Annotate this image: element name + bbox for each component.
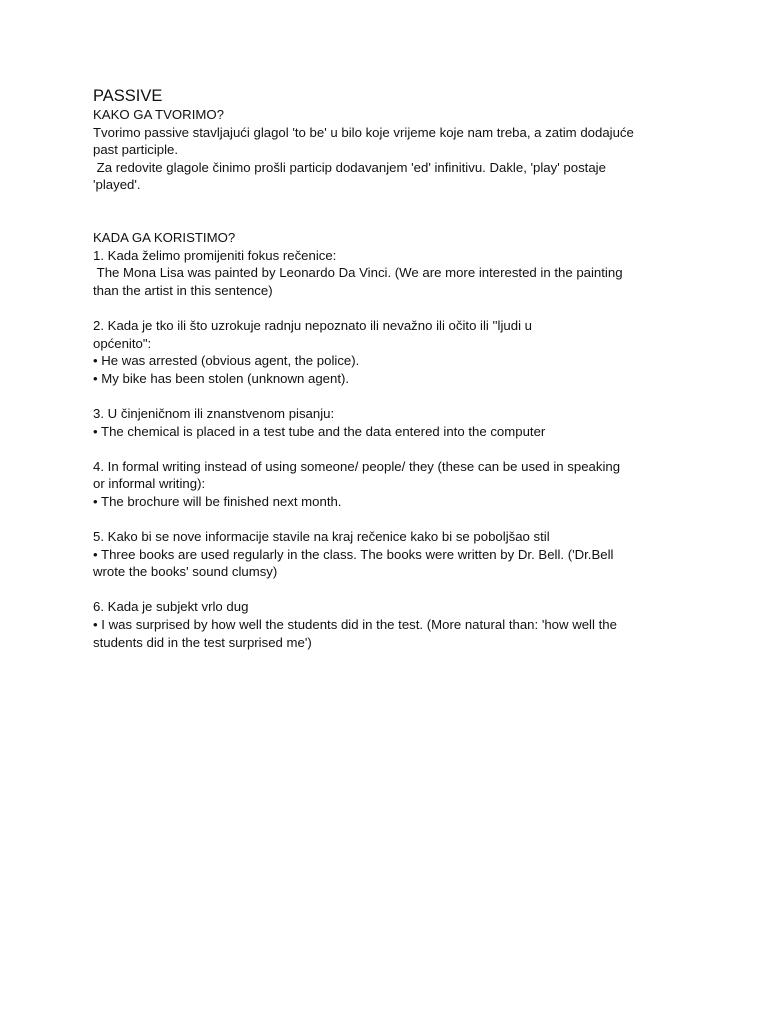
text-line: • Three books are used regularly in the class. The books were written by Dr. Bell. ('Dr.Bell [93,546,614,562]
text-line: Tvorimo passive stavljajući glagol 'to be' u bilo koje vrijeme koje nam treba, a zatim dodajuće [93,124,634,140]
text-line: Za redovite glagole činimo prošli particip dodavanjem 'ed' infinitivu. Dakle, 'play' postaje [93,159,606,175]
text-line: općenito": [93,335,152,351]
spacer [93,387,693,405]
list-item [93,598,693,651]
text-line: 6. Kada je subjekt vrlo dug [93,599,249,615]
list-item [93,528,693,581]
text-line: • My bike has been stolen (unknown agent). [93,370,350,386]
spacer [93,510,693,528]
spacer [93,299,693,317]
list-item [93,317,693,387]
text-line: • I was surprised by how well the students did in the test. (More natural than: 'how well the [93,617,617,633]
list-item [93,247,693,300]
text-line: • He was arrested (obvious agent, the police). [93,353,360,369]
text-line: than the artist in this sentence) [93,282,273,298]
section-how-to-form [93,106,693,194]
spacer [93,440,693,458]
text-line: students did in the test surprised me') [93,634,312,650]
spacer [93,194,693,229]
list-item [93,405,693,440]
text-line: 4. In formal writing instead of using someone/ people/ they (these can be used in speaking [93,458,621,474]
document-title: PASSIVE [93,87,163,105]
text-line: The Mona Lisa was painted by Leonardo Da Vinci. (We are more interested in the painting [93,265,623,281]
text-line: 'played'. [93,177,141,193]
text-line: wrote the books' sound clumsy) [93,564,278,580]
text-line: 1. Kada želimo promijeniti fokus rečenice: [93,247,337,263]
spacer [93,581,693,599]
text-line: 2. Kada je tko ili što uzrokuje radnju nepoznato ili nevažno ili očito ili ''ljudi u [93,317,533,333]
document-page [93,86,693,651]
section-when-to-use [93,229,693,651]
text-line: • The chemical is placed in a test tube and the data entered into the computer [93,423,546,439]
section-heading: KADA GA KORISTIMO? [93,229,236,245]
section-heading: KAKO GA TVORIMO? [93,107,224,122]
list-item [93,458,693,511]
text-line: • The brochure will be finished next month. [93,493,342,509]
text-line: 3. U činjeničnom ili znanstvenom pisanju: [93,405,335,421]
text-line: or informal writing): [93,476,206,492]
text-line: 5. Kako bi se nove informacije stavile na kraj rečenice kako bi se poboljšao stil [93,529,550,545]
text-line: past participle. [93,142,179,158]
